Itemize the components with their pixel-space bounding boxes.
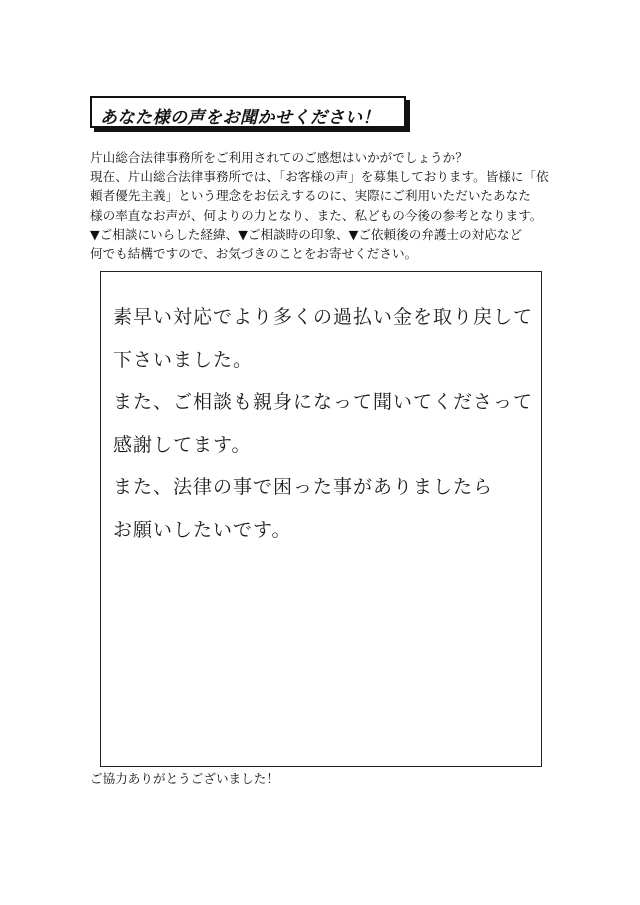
comment-line: 感謝してます。 <box>113 433 252 456</box>
intro-line: 何でも結構ですので、お気づきのことをお寄せください。 <box>90 245 418 261</box>
title-box <box>90 96 406 128</box>
comment-line: また、法律の事で困った事がありましたら <box>113 476 494 498</box>
handwritten-comment <box>113 296 533 551</box>
intro-line: 片山総合法律事務所をご利用されてのご感想はいかがでしょうか？ <box>90 150 468 165</box>
comment-line: 素早い対応でより多くの過払い金を取り戻して <box>113 306 534 328</box>
intro-line: 頼者優先主義」という理念をお伝えするのに、実際にご利用いただいたあなた <box>90 188 531 204</box>
intro-line: 現在、片山総合法律事務所では、「お客様の声」を募集しております。皆様に「依 <box>90 169 549 185</box>
intro-line: ▼ご相談にいらした経緯、▼ご相談時の印象、▼ご依頼後の弁護士の対応など <box>90 226 523 242</box>
comment-line: また、ご相談も親身になって聞いてくださって <box>113 391 534 413</box>
intro-text <box>90 148 550 263</box>
closing-text: ご協力ありがとうございました！ <box>90 771 279 786</box>
intro-line: 様の率直なお声が、何よりの力となり、また、私どもの今後の参考となります。 <box>90 207 543 223</box>
comment-line: お願いしたいです。 <box>113 518 292 541</box>
page-title: あなた様の声をお聞かせください！ <box>100 108 380 128</box>
comment-line: 下さいました。 <box>113 348 254 371</box>
comment-box <box>100 271 542 767</box>
